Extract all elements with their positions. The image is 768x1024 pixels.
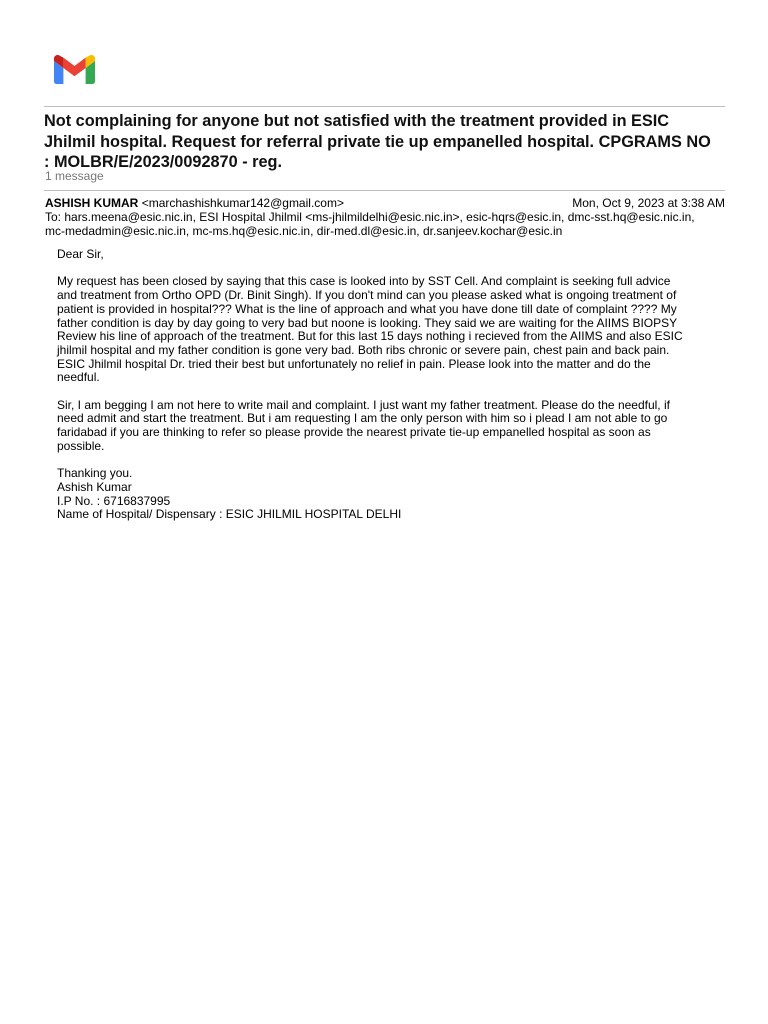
- sender-email[interactable]: <marchashishkumar142@gmail.com>: [141, 196, 344, 210]
- body-line: jhilmil hospital and my father condition is gone very bad. Both ribs chronic or severe pain, chest pain and back pain.: [57, 342, 670, 357]
- body-line: Review his line of approach of the treatment. But for this last 15 days nothing i recieved from the AIIMS and also ESIC: [57, 329, 683, 344]
- message-date: Mon, Oct 9, 2023 at 3:38 AM: [572, 196, 725, 210]
- body-line: My request has been closed by saying that this case is looked into by SST Cell. And complaint is seeking full advice: [57, 274, 671, 289]
- body-line: needful.: [57, 370, 100, 385]
- recipients-line: mc-medadmin@esic.nic.in, mc-ms.hq@esic.nic.in, dir-med.dl@esic.in, dr.sanjeev.kochar@esic.in: [45, 223, 563, 238]
- body-line: and treatment from Ortho OPD (Dr. Binit Singh). If you don't mind can you please asked what is ongoing treatment of: [57, 288, 677, 303]
- header-divider: [44, 106, 725, 107]
- hospital-name: Name of Hospital/ Dispensary : ESIC JHILMIL HOSPITAL DELHI: [57, 507, 402, 522]
- body-line: ESIC Jhilmil hospital Dr. tried their best but unfortunately no relief in pain. Please look into the matter and do the: [57, 356, 651, 371]
- message-count: 1 message: [45, 169, 104, 183]
- body-line: possible.: [57, 438, 105, 453]
- ip-number: I.P No. : 6716837995: [57, 493, 171, 508]
- recipients: [45, 210, 729, 238]
- email-subject: [44, 111, 734, 173]
- paragraph-1: [57, 275, 723, 385]
- signature: [57, 467, 723, 522]
- greeting: Dear Sir,: [57, 247, 104, 261]
- closing-line: Thanking you.: [57, 466, 133, 481]
- subject-divider: [44, 190, 725, 191]
- body-line: patient is provided in hospital??? What is the line of approach and what you have done till date of complaint ???? My: [57, 301, 677, 316]
- recipients-line: To: hars.meena@esic.nic.in, ESI Hospital Jhilmil <ms-jhilmildelhi@esic.nic.in>, esic-hqrs@esic.in, dmc-sst.hq@esic.nic.in,: [45, 209, 695, 224]
- sender-name: ASHISH KUMAR: [45, 196, 139, 210]
- subject-line: : MOLBR/E/2023/0092870 - reg.: [44, 153, 282, 171]
- body-line: father condition is day by day going to very bad but noone is looking. They said we are waiting for the AIIMS BIOPSY: [57, 315, 678, 330]
- body-line: Sir, I am begging I am not here to write mail and complaint. I just want my father treatment. Please do the needful, if: [57, 397, 670, 412]
- body-line: faridabad if you are thinking to refer so please provide the nearest private tie-up empanelled hospital as soon as: [57, 425, 651, 440]
- subject-line: Not complaining for anyone but not satisfied with the treatment provided in ESIC: [44, 112, 670, 130]
- signature-name: Ashish Kumar: [57, 479, 132, 494]
- gmail-logo-v: [63, 58, 85, 77]
- subject-line: Jhilmil hospital. Request for referral private tie up empanelled hospital. CPGRAMS NO: [44, 132, 711, 151]
- gmail-logo-icon: [54, 55, 95, 84]
- message-body: [57, 248, 723, 522]
- paragraph-2: [57, 399, 723, 454]
- body-line: need admit and start the treatment. But i am requesting I am the only person with him so i plead I am not able to go: [57, 411, 668, 426]
